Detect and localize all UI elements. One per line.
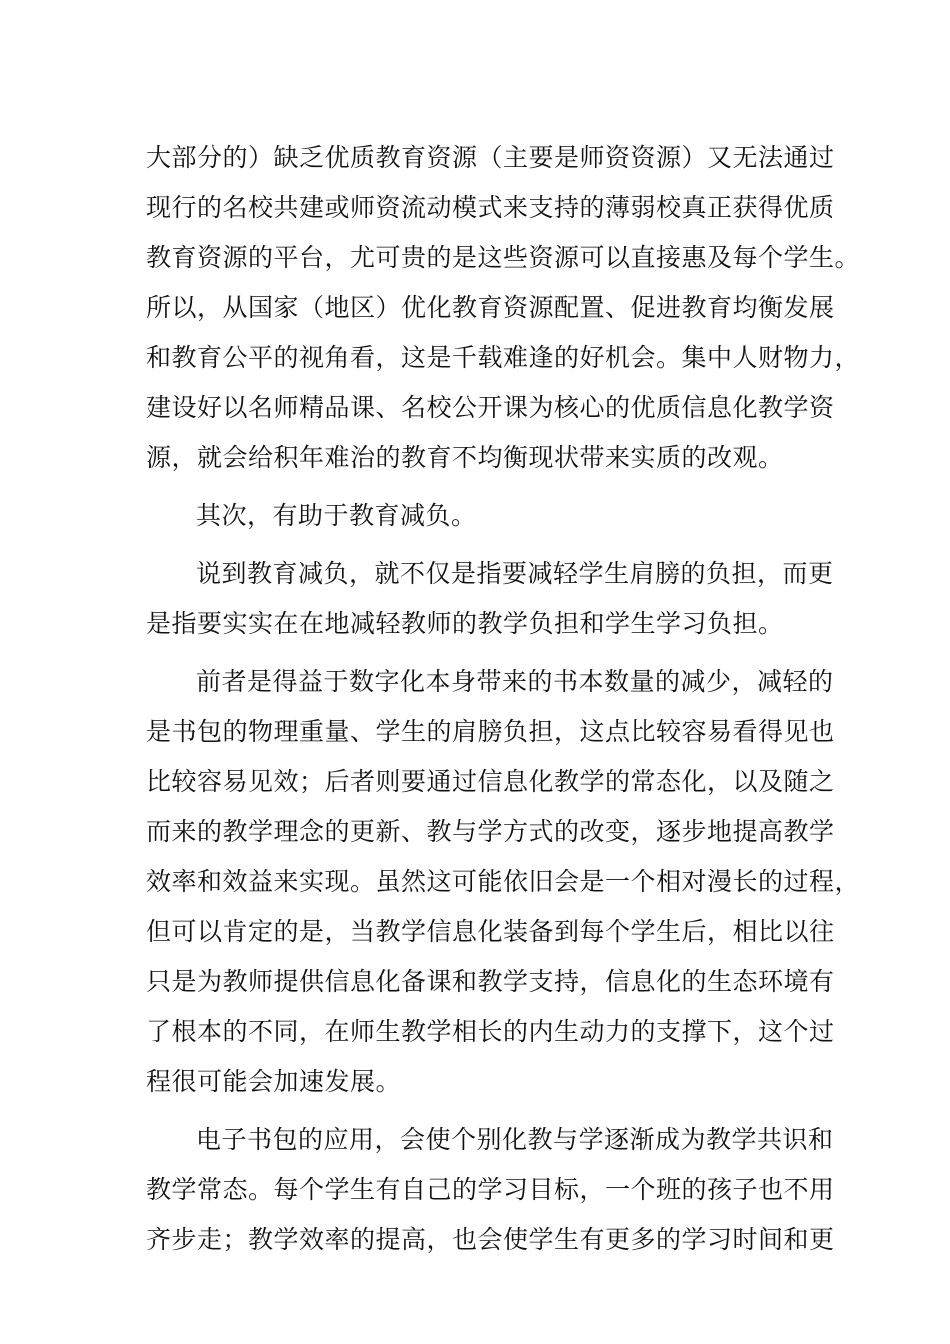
text-line: 所以，从国家（地区）优化教育资源配置、促进教育均衡发展: [146, 293, 835, 322]
text-line: 教学常态。每个学生有自己的学习目标，一个班的孩子也不用: [146, 1175, 835, 1204]
text-line: 程很可能会加速发展。: [146, 1067, 402, 1096]
text-line: 是书包的物理重量、学生的肩膀负担，这点比较容易看得见也: [146, 717, 835, 746]
paragraph-4: [146, 657, 861, 1107]
text-line: 前者是得益于数字化本身带来的书本数量的减少，减轻的: [196, 667, 834, 696]
text-line: 其次，有助于教育减负。: [196, 501, 477, 530]
text-line: 教育资源的平台，尤可贵的是这些资源可以直接惠及每个学生。: [146, 243, 861, 272]
paragraph-2: [146, 491, 816, 541]
text-line: 建设好以名师精品课、名校公开课为核心的优质信息化教学资: [146, 393, 835, 422]
document-body: [146, 133, 861, 1265]
text-line: 现行的名校共建或师资流动模式来支持的薄弱校真正获得优质: [146, 193, 835, 222]
text-line: 效率和效益来实现。虽然这可能依旧会是一个相对漫长的过程，: [146, 867, 861, 896]
text-line: 源，就会给积年难治的教育不均衡现状带来实质的改观。: [146, 443, 784, 472]
text-line: 齐步走；教学效率的提高，也会使学生有更多的学习时间和更: [146, 1225, 835, 1254]
text-line: 了根本的不同，在师生教学相长的内生动力的支撑下，这个过: [146, 1017, 835, 1046]
text-line: 大部分的）缺乏优质教育资源（主要是师资资源）又无法通过: [146, 143, 835, 172]
text-line: 和教育公平的视角看，这是千载难逢的好机会。集中人财物力，: [146, 343, 861, 372]
text-line: 只是为教师提供信息化备课和教学支持，信息化的生态环境有: [146, 967, 835, 996]
text-line: 比较容易见效；后者则要通过信息化教学的常态化，以及随之: [146, 767, 835, 796]
paragraph-5: [146, 1115, 835, 1265]
text-line: 但可以肯定的是，当教学信息化装备到每个学生后，相比以往: [146, 917, 835, 946]
text-line: 而来的教学理念的更新、教与学方式的改变，逐步地提高教学: [146, 817, 835, 846]
text-line: 电子书包的应用，会使个别化教与学逐渐成为教学共识和: [196, 1125, 834, 1154]
paragraph-1: [146, 133, 861, 483]
text-line: 说到教育减负，就不仅是指要减轻学生肩膀的负担，而更: [196, 559, 834, 588]
paragraph-3: [146, 549, 834, 649]
text-line: 是指要实实在在地减轻教师的教学负担和学生学习负担。: [146, 609, 784, 638]
